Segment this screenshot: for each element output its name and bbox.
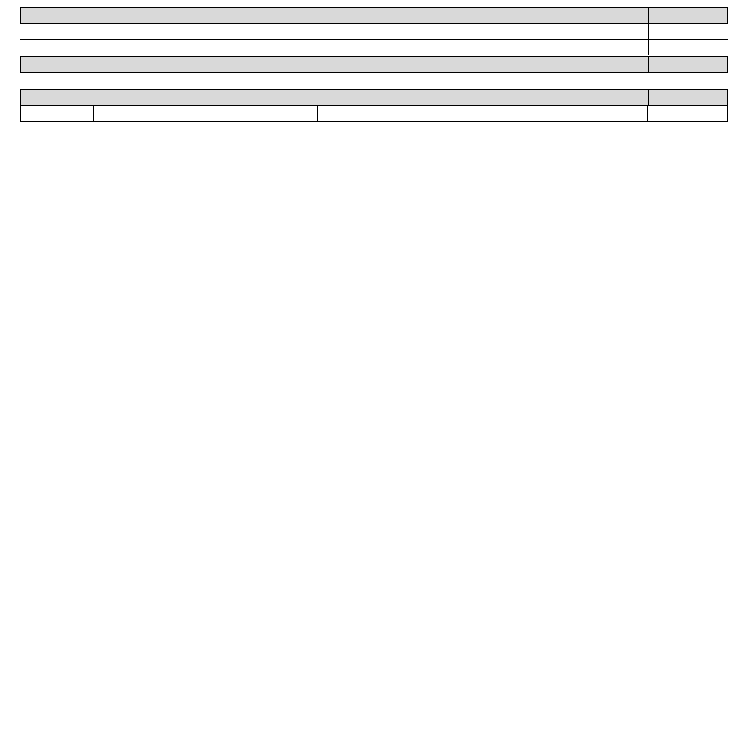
table-row — [20, 106, 728, 122]
section-header-tangible-drilling — [20, 8, 728, 24]
total-intangible-completion-row — [20, 73, 728, 90]
section-header-tangible-completion — [20, 90, 728, 106]
total-label — [20, 0, 21, 6]
total-amount — [648, 40, 728, 55]
section-title — [21, 90, 649, 105]
total-intangible-drilling-row — [20, 0, 728, 8]
section-title — [21, 57, 649, 72]
total-tangible-drilling-row — [20, 24, 728, 40]
total-amount — [648, 24, 728, 39]
total-amount — [648, 73, 728, 88]
total-dry-hole-row — [20, 40, 728, 57]
total-amount — [648, 0, 728, 6]
section-header-intangible-completion — [20, 57, 728, 73]
total-label — [20, 24, 21, 39]
total-label — [20, 73, 21, 88]
cost-estimate-sheet — [20, 0, 728, 122]
section-title — [21, 8, 649, 23]
total-label — [20, 40, 21, 55]
